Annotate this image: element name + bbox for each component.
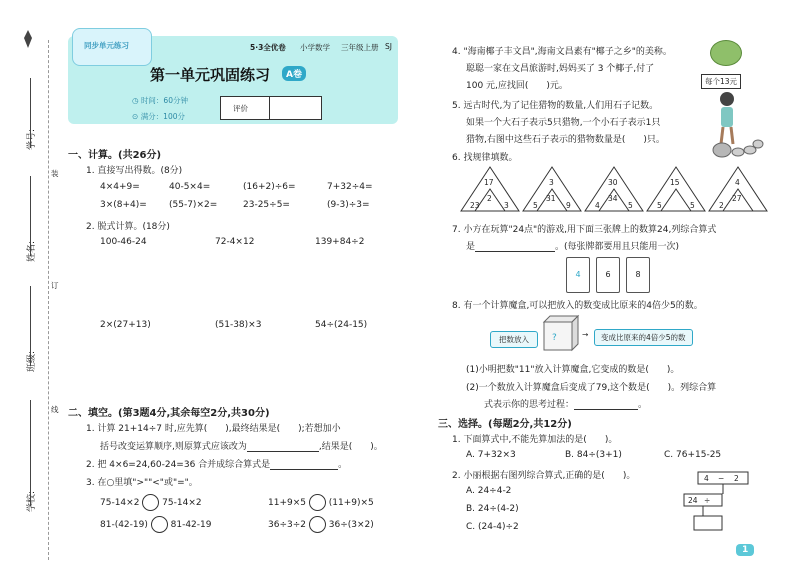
magic-box-input-label: 把数放入 bbox=[490, 331, 538, 348]
compare-row-2 bbox=[268, 494, 374, 511]
q2-1-line-a: 1. 计算 21+14÷7 时,应先算( ),最终结果是( );若想加小 bbox=[86, 424, 341, 434]
stones-icon bbox=[712, 138, 764, 158]
triangle-3-center: 34 bbox=[608, 194, 618, 203]
q1-2-item-5: (51-38)×3 bbox=[215, 320, 262, 330]
q7-line-b bbox=[466, 239, 679, 252]
card-1-value: 4 bbox=[575, 270, 581, 279]
time-info bbox=[132, 95, 188, 106]
time-text: 时间：60分钟 bbox=[140, 96, 188, 105]
q1-1-item-7: 23-25÷5= bbox=[243, 200, 290, 210]
compare-4-left: 36÷3÷2 bbox=[268, 520, 306, 530]
q1-1-item-4: 7+32÷4= bbox=[327, 182, 373, 192]
q1-2-item-3: 139+84÷2 bbox=[315, 237, 365, 247]
binding-ornament bbox=[22, 30, 34, 48]
section-1-heading: 一、计算。(共26分) bbox=[68, 150, 162, 161]
clock-icon: ◷ bbox=[132, 96, 139, 105]
triangle-5-left: 2 bbox=[719, 201, 724, 210]
triangle-1-left: 23 bbox=[470, 201, 480, 210]
pattern-triangle-4 bbox=[646, 166, 706, 212]
choice-1-text: 1. 下面算式中,不能先算加法的是( )。 bbox=[452, 435, 618, 445]
compare-2-right: (11+9)×5 bbox=[328, 498, 374, 508]
triangle-1-center: 2 bbox=[487, 194, 492, 203]
q2-1-line-b bbox=[100, 439, 383, 452]
compare-3-right: 81-42-19 bbox=[170, 520, 212, 530]
diagram-minus: − bbox=[718, 474, 725, 483]
q8-1-text: (1)小明把数"11"放入计算魔盒,它变成的数是( )。 bbox=[466, 365, 680, 375]
q2-2-line bbox=[86, 457, 347, 470]
q4-line-b: 聪聪一家在文昌旅游时,妈妈买了 3 个椰子,付了 bbox=[466, 64, 655, 74]
triangle-2-center: 31 bbox=[546, 194, 556, 203]
pattern-triangle-5 bbox=[708, 166, 768, 212]
q7-line-a: 7. 小方在玩算"24点"的游戏,用下面三张牌上的数算24,列综合算式 bbox=[452, 225, 717, 235]
triangle-3-top: 30 bbox=[608, 178, 618, 187]
section-3-heading: 三、选择。(每题2分,共12分) bbox=[438, 419, 572, 430]
compare-row-3 bbox=[100, 516, 211, 533]
compare-3-circle[interactable] bbox=[151, 516, 168, 533]
page-number: 1 bbox=[736, 544, 754, 556]
compare-2-left: 11+9×5 bbox=[268, 498, 306, 508]
q2-1-line-c-text: ,结果是( )。 bbox=[318, 442, 383, 452]
choice-1-option-b[interactable]: B. 84÷(3+1) bbox=[565, 450, 622, 460]
magic-box-output-label: 变成比原来的4倍少5的数 bbox=[594, 329, 693, 346]
coconut-icon bbox=[710, 40, 742, 66]
q1-1-text: 1. 直接写出得数。(8分) bbox=[86, 166, 183, 176]
score-text: 满分：100分 bbox=[140, 112, 186, 121]
series-label: 5·3全优卷 bbox=[250, 43, 286, 52]
compare-row-1 bbox=[100, 494, 202, 511]
choice-2-option-a[interactable]: A. 24÷4-2 bbox=[466, 486, 512, 496]
class-line bbox=[30, 286, 31, 366]
q1-1-item-2: 40-5×4= bbox=[169, 182, 211, 192]
triangle-4-center-blank[interactable] bbox=[670, 194, 682, 204]
triangle-2-right: 9 bbox=[566, 201, 571, 210]
check-icon: ⊙ bbox=[132, 112, 139, 121]
title-tag: A卷 bbox=[282, 66, 306, 81]
name-line bbox=[30, 176, 31, 256]
grade-box-label: 评价 bbox=[233, 104, 248, 113]
choice-2-option-b[interactable]: B. 24÷(4-2) bbox=[466, 504, 519, 514]
q8-text: 8. 有一个计算魔盒,可以把放入的数变成比原来的4倍少5的数。 bbox=[452, 301, 703, 311]
magic-box-arrow-icon: → bbox=[582, 330, 589, 339]
q2-2-answer-blank[interactable] bbox=[270, 459, 338, 470]
compare-1-right: 75-14×2 bbox=[162, 498, 202, 508]
q2-1-answer-blank[interactable] bbox=[247, 441, 319, 452]
q1-1-item-3: (16+2)÷6= bbox=[243, 182, 296, 192]
q1-2-text: 2. 脱式计算。(18分) bbox=[86, 222, 170, 232]
triangle-2-top: 3 bbox=[549, 178, 554, 187]
q2-2-end: 。 bbox=[338, 460, 348, 470]
coconut-price-tag: 每个13元 bbox=[701, 74, 741, 89]
q8-2-line-a: (2)一个数放入计算魔盒后变成了79,这个数是( )。列综合算 bbox=[466, 383, 717, 393]
q5-line-b: 如果一个大石子表示5只猎物,一个小石子表示1只 bbox=[466, 118, 661, 128]
triangle-3-left: 4 bbox=[595, 201, 600, 210]
cut-mark-3: 线 bbox=[51, 405, 59, 414]
choice-1-option-a[interactable]: A. 7+32×3 bbox=[466, 450, 516, 460]
diagram-divide: ÷ bbox=[704, 496, 711, 505]
q1-2-item-4: 2×(27+13) bbox=[100, 320, 151, 330]
q1-2-item-1: 100-46-24 bbox=[100, 237, 147, 247]
card-3-value: 8 bbox=[635, 270, 641, 279]
name-label: 姓名: bbox=[27, 240, 37, 262]
diagram-value-4: 4 bbox=[704, 474, 709, 483]
cut-mark-1: 装 bbox=[51, 169, 59, 178]
q8-2-end: 。 bbox=[638, 400, 648, 410]
playing-card-3 bbox=[626, 257, 650, 293]
school-label: 学校: bbox=[27, 490, 37, 512]
diagram-value-24: 24 bbox=[688, 496, 698, 505]
q1-1-item-5: 3×(8+4)= bbox=[100, 200, 147, 210]
binding-dash-line bbox=[48, 40, 49, 560]
svg-text:?: ? bbox=[552, 333, 557, 343]
q7-line-c-text: 。(每张牌都要用且只能用一次) bbox=[555, 242, 680, 252]
q5-line-a: 5. 远古时代,为了记住猎物的数量,人们用石子记数。 bbox=[452, 101, 659, 111]
diagram-value-2: 2 bbox=[734, 474, 739, 483]
compare-row-4 bbox=[268, 516, 374, 533]
student-id-line bbox=[30, 78, 31, 148]
student-id-label: 学号: bbox=[27, 128, 37, 150]
triangle-1-right: 3 bbox=[504, 201, 509, 210]
playing-card-2 bbox=[596, 257, 620, 293]
cut-mark-2: 订 bbox=[51, 281, 59, 290]
class-label: 班级: bbox=[27, 350, 37, 372]
card-2-value: 6 bbox=[605, 270, 611, 279]
triangle-5-center: 27 bbox=[732, 194, 742, 203]
triangle-5-top: 4 bbox=[735, 178, 740, 187]
pattern-triangle-1 bbox=[460, 166, 520, 212]
compare-1-left: 75-14×2 bbox=[100, 498, 140, 508]
magic-box bbox=[538, 314, 582, 354]
pattern-triangle-3 bbox=[584, 166, 644, 212]
page-title: 第一单元巩固练习 bbox=[150, 66, 271, 84]
choice-2-option-c[interactable]: C. (24-4)÷2 bbox=[466, 522, 519, 532]
q1-1-item-6: (55-7)×2= bbox=[169, 200, 218, 210]
school-line bbox=[30, 400, 31, 506]
q4-line-a: 4. "海南椰子丰文昌",海南文昌素有"椰子之乡"的美称。 bbox=[452, 47, 672, 57]
compare-1-circle[interactable] bbox=[142, 494, 159, 511]
q8-2-line-b bbox=[484, 397, 647, 410]
triangle-4-right: 5 bbox=[690, 201, 695, 210]
section-2-heading: 二、填空。(第3题4分,其余每空2分,共30分) bbox=[68, 408, 270, 419]
playing-card-1 bbox=[566, 257, 590, 293]
q7-line-b-text: 是 bbox=[466, 242, 476, 252]
grade-label: 三年级上册 bbox=[341, 43, 379, 52]
triangle-1-top: 17 bbox=[484, 178, 494, 187]
badge-text: 同步单元练习 bbox=[84, 41, 129, 50]
compare-3-left: 81-(42-19) bbox=[100, 520, 148, 530]
choice-2-diagram bbox=[676, 470, 756, 540]
choice-2-text: 2. 小丽根据右图列综合算式,正确的是( )。 bbox=[452, 471, 636, 481]
pattern-triangle-2 bbox=[522, 166, 582, 212]
q5-line-c: 猎物,右图中这些石子表示的猎物数量是( )只。 bbox=[466, 135, 665, 145]
q8-2-line-b-text: 式表示你的思考过程： bbox=[484, 400, 575, 410]
compare-4-circle[interactable] bbox=[309, 516, 326, 533]
q6-text: 6. 找规律填数。 bbox=[452, 153, 518, 163]
edition-label: SJ bbox=[385, 42, 392, 51]
q2-3-text: 3. 在○里填">""<"或"="。 bbox=[86, 478, 198, 488]
compare-4-right: 36÷(3×2) bbox=[328, 520, 374, 530]
q7-answer-blank[interactable] bbox=[475, 241, 555, 252]
score-info bbox=[132, 111, 185, 122]
choice-1-option-c[interactable]: C. 76+15-25 bbox=[664, 450, 722, 460]
triangle-4-top: 15 bbox=[670, 178, 680, 187]
q4-line-c: 100 元,应找回( )元。 bbox=[466, 81, 568, 91]
q1-1-item-8: (9-3)÷3= bbox=[327, 200, 370, 210]
q2-1-line-b-text: 括号改变运算顺序,则原算式应该改为 bbox=[100, 442, 247, 452]
q1-2-item-2: 72-4×12 bbox=[215, 237, 255, 247]
triangle-4-left: 5 bbox=[657, 201, 662, 210]
q1-1-item-1: 4×4+9= bbox=[100, 182, 140, 192]
q1-2-item-6: 54÷(24-15) bbox=[315, 320, 368, 330]
q2-2-text: 2. 把 4×6=24,60-24=36 合并成综合算式是 bbox=[86, 460, 271, 470]
q8-2-answer-blank[interactable] bbox=[574, 399, 638, 410]
compare-2-circle[interactable] bbox=[309, 494, 326, 511]
triangle-2-left: 5 bbox=[533, 201, 538, 210]
subject-label: 小学数学 bbox=[300, 43, 330, 52]
triangle-3-right: 5 bbox=[628, 201, 633, 210]
triangle-5-right-blank[interactable] bbox=[750, 201, 762, 211]
